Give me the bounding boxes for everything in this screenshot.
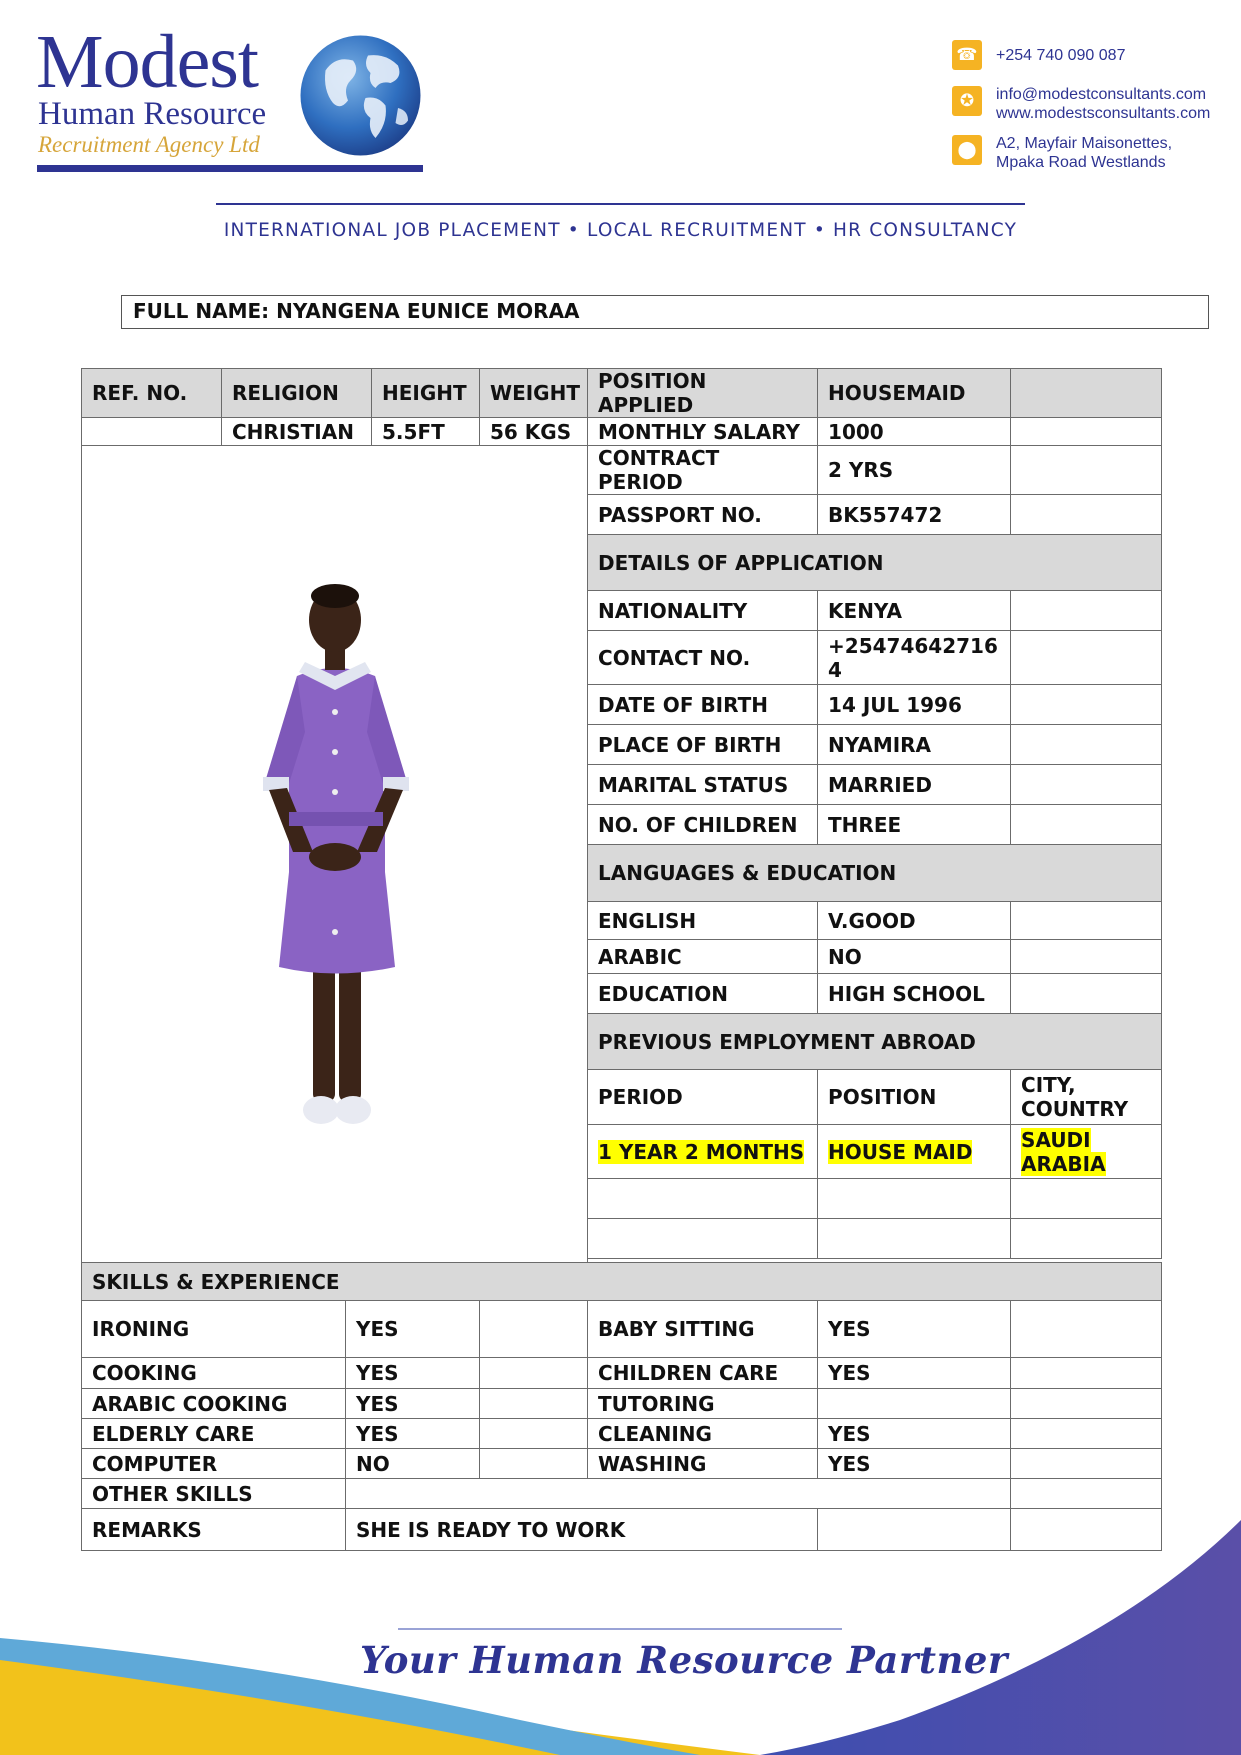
empty-cell bbox=[1011, 1179, 1162, 1219]
skill-computer-label: COMPUTER bbox=[82, 1449, 346, 1479]
weight-label: WEIGHT bbox=[480, 369, 588, 418]
empty-cell bbox=[1011, 940, 1162, 974]
location-pin-icon: ⬤ bbox=[952, 135, 982, 165]
website-url: www.modestsconsultants.com bbox=[996, 105, 1211, 122]
skill-computer-value: NO bbox=[346, 1449, 480, 1479]
empty-cell bbox=[1011, 1301, 1162, 1358]
city-country-header: CITY, COUNTRY bbox=[1011, 1070, 1162, 1125]
skill-children-care-value: YES bbox=[818, 1358, 1011, 1389]
phone-icon: ☎ bbox=[952, 40, 982, 70]
skill-arabic-cooking-value: YES bbox=[346, 1389, 480, 1419]
skill-tutoring-label: TUTORING bbox=[588, 1389, 818, 1419]
empty-cell bbox=[480, 1358, 588, 1389]
empty-cell bbox=[1011, 974, 1162, 1014]
place-of-birth-label: PLACE OF BIRTH bbox=[588, 725, 818, 765]
logo-subtitle: Human Resource bbox=[38, 96, 267, 132]
empty-cell bbox=[480, 1301, 588, 1358]
no-of-children-value: THREE bbox=[818, 805, 1011, 845]
employment-position-text: HOUSE MAID bbox=[828, 1139, 973, 1164]
marital-status-value: MARRIED bbox=[818, 765, 1011, 805]
empty-cell bbox=[1011, 369, 1162, 418]
contact-no-label: CONTACT NO. bbox=[588, 631, 818, 685]
date-of-birth-value: 14 JUL 1996 bbox=[818, 685, 1011, 725]
passport-no-label: PASSPORT NO. bbox=[588, 495, 818, 535]
footer-slogan: Your Human Resource Partner bbox=[360, 1638, 1008, 1682]
place-of-birth-value: NYAMIRA bbox=[818, 725, 1011, 765]
skill-tutoring-value bbox=[818, 1389, 1011, 1419]
empty-cell bbox=[1011, 631, 1162, 685]
empty-cell bbox=[1011, 446, 1162, 495]
logo-agency-line: Recruitment Agency Ltd bbox=[38, 132, 260, 157]
education-value: HIGH SCHOOL bbox=[818, 974, 1011, 1014]
tagline: INTERNATIONAL JOB PLACEMENT • LOCAL RECRUITMENT • HR CONSULTANCY bbox=[223, 220, 1018, 241]
nationality-label: NATIONALITY bbox=[588, 591, 818, 631]
logo-underline bbox=[37, 165, 423, 172]
cv-table bbox=[81, 368, 1162, 1551]
empty-cell bbox=[480, 1419, 588, 1449]
position-header: POSITION bbox=[818, 1070, 1011, 1125]
religion-value: CHRISTIAN bbox=[222, 418, 372, 446]
empty-cell bbox=[1011, 1449, 1162, 1479]
empty-cell bbox=[588, 1179, 818, 1219]
contact-phone bbox=[952, 40, 1125, 70]
employment-city-text: SAUDI ARABIA bbox=[1021, 1127, 1106, 1176]
skill-ironing-label: IRONING bbox=[82, 1301, 346, 1358]
position-applied-value: HOUSEMAID bbox=[818, 369, 1011, 418]
contact-web-text bbox=[996, 85, 1210, 123]
empty-cell bbox=[480, 1389, 588, 1419]
empty-cell bbox=[1011, 902, 1162, 940]
employment-city bbox=[1011, 1125, 1162, 1179]
date-of-birth-label: DATE OF BIRTH bbox=[588, 685, 818, 725]
skill-cooking-value: YES bbox=[346, 1358, 480, 1389]
empty-cell bbox=[1011, 1358, 1162, 1389]
height-label: HEIGHT bbox=[372, 369, 480, 418]
education-label: EDUCATION bbox=[588, 974, 818, 1014]
email-address: info@modestconsultants.com bbox=[996, 86, 1207, 103]
skill-cleaning-label: CLEANING bbox=[588, 1419, 818, 1449]
nationality-value: KENYA bbox=[818, 591, 1011, 631]
skills-experience-heading: SKILLS & EXPERIENCE bbox=[82, 1263, 1162, 1301]
skill-arabic-cooking-label: ARABIC COOKING bbox=[82, 1389, 346, 1419]
logo-wordmark: Modest bbox=[36, 20, 258, 104]
empty-cell bbox=[588, 1219, 818, 1259]
globe-logo-icon bbox=[298, 33, 423, 158]
employment-position bbox=[818, 1125, 1011, 1179]
skill-children-care-label: CHILDREN CARE bbox=[588, 1358, 818, 1389]
address-line-1: A2, Mayfair Maisonettes, bbox=[996, 135, 1173, 152]
candidate-photo bbox=[235, 572, 435, 1132]
skill-elderly-care-value: YES bbox=[346, 1419, 480, 1449]
empty-cell bbox=[1011, 495, 1162, 535]
skill-elderly-care-label: ELDERLY CARE bbox=[82, 1419, 346, 1449]
height-value: 5.5FT bbox=[372, 418, 480, 446]
footer-rule bbox=[398, 1628, 842, 1630]
empty-cell bbox=[1011, 418, 1162, 446]
empty-cell bbox=[1011, 765, 1162, 805]
tagline-rule bbox=[216, 203, 1025, 205]
empty-cell bbox=[1011, 1389, 1162, 1419]
monthly-salary-label: MONTHLY SALARY bbox=[588, 418, 818, 446]
other-skills-value bbox=[346, 1479, 1011, 1509]
skill-cooking-label: COOKING bbox=[82, 1358, 346, 1389]
remarks-value: SHE IS READY TO WORK bbox=[346, 1509, 818, 1551]
passport-no-value: BK557472 bbox=[818, 495, 1011, 535]
no-of-children-label: NO. OF CHILDREN bbox=[588, 805, 818, 845]
employment-period bbox=[588, 1125, 818, 1179]
skill-baby-sitting-label: BABY SITTING bbox=[588, 1301, 818, 1358]
contract-period-value: 2 YRS bbox=[818, 446, 1011, 495]
skill-washing-label: WASHING bbox=[588, 1449, 818, 1479]
previous-employment-heading: PREVIOUS EMPLOYMENT ABROAD bbox=[588, 1014, 1162, 1070]
contact-web bbox=[952, 85, 1210, 123]
empty-cell bbox=[1011, 591, 1162, 631]
english-label: ENGLISH bbox=[588, 902, 818, 940]
details-of-application-heading: DETAILS OF APPLICATION bbox=[588, 535, 1162, 591]
full-name-box: FULL NAME: NYANGENA EUNICE MORAA bbox=[121, 295, 1209, 329]
remarks-label: REMARKS bbox=[82, 1509, 346, 1551]
ref-no-value bbox=[82, 418, 222, 446]
address-line-2: Mpaka Road Westlands bbox=[996, 154, 1166, 171]
employment-period-text: 1 YEAR 2 MONTHS bbox=[598, 1139, 805, 1164]
arabic-value: NO bbox=[818, 940, 1011, 974]
empty-cell bbox=[1011, 1219, 1162, 1259]
globe-icon: ✪ bbox=[952, 86, 982, 116]
empty-cell bbox=[1011, 1419, 1162, 1449]
address-text bbox=[996, 134, 1172, 172]
empty-cell bbox=[818, 1179, 1011, 1219]
skill-baby-sitting-value: YES bbox=[818, 1301, 1011, 1358]
empty-cell bbox=[1011, 1479, 1162, 1509]
candidate-photo-cell bbox=[82, 446, 588, 1263]
english-value: V.GOOD bbox=[818, 902, 1011, 940]
contract-period-label: CONTRACT PERIOD bbox=[588, 446, 818, 495]
weight-value: 56 KGS bbox=[480, 418, 588, 446]
period-header: PERIOD bbox=[588, 1070, 818, 1125]
religion-label: RELIGION bbox=[222, 369, 372, 418]
other-skills-label: OTHER SKILLS bbox=[82, 1479, 346, 1509]
skill-cleaning-value: YES bbox=[818, 1419, 1011, 1449]
empty-cell bbox=[1011, 805, 1162, 845]
empty-cell bbox=[480, 1449, 588, 1479]
marital-status-label: MARITAL STATUS bbox=[588, 765, 818, 805]
languages-education-heading: LANGUAGES & EDUCATION bbox=[588, 845, 1162, 902]
ref-no-label: REF. NO. bbox=[82, 369, 222, 418]
empty-cell bbox=[818, 1219, 1011, 1259]
empty-cell bbox=[1011, 685, 1162, 725]
position-applied-label: POSITION APPLIED bbox=[588, 369, 818, 418]
contact-no-value: +25474642716 4 bbox=[818, 631, 1011, 685]
skill-ironing-value: YES bbox=[346, 1301, 480, 1358]
empty-cell bbox=[1011, 725, 1162, 765]
arabic-label: ARABIC bbox=[588, 940, 818, 974]
phone-number: +254 740 090 087 bbox=[996, 47, 1126, 64]
skill-washing-value: YES bbox=[818, 1449, 1011, 1479]
contact-address bbox=[952, 134, 1172, 172]
monthly-salary-value: 1000 bbox=[818, 418, 1011, 446]
